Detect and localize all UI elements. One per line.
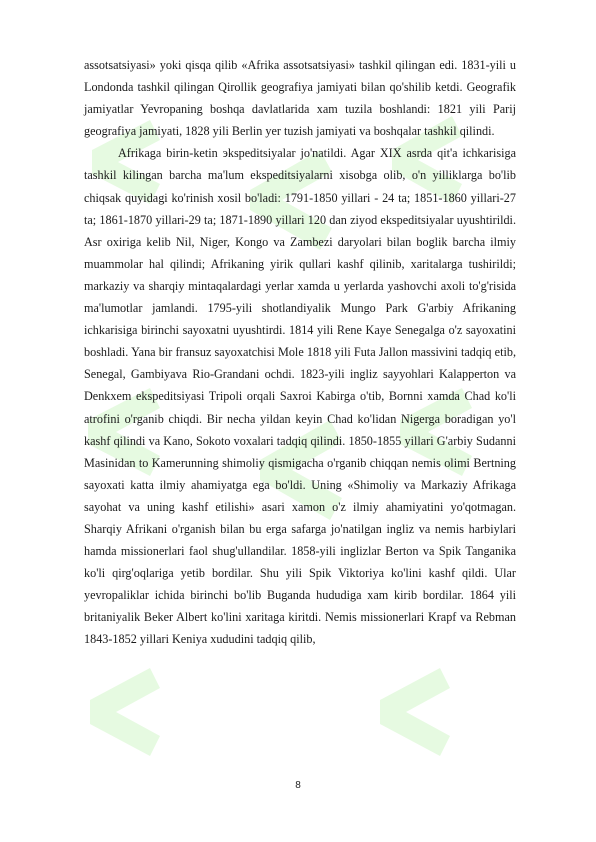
page-number: 8: [295, 780, 301, 791]
paragraph-2: Afrikaga birin-ketin эkspeditsiyalar jo'natildi. Agar XIX asrda qit'a ichkarisiga tashkil kilingan barcha ma'lum ekspeditsiyalarni xisobga olib, o'n yilliklarga bo'lib chiqsak quyidagi ko'rinish xosil bo'ladi: 1791-1850 yillari - 24 ta; 1851-1860 yillari-27 ta; 1861-1870 yillari-29 ta; 1871-1890 yillari 120 dan ziyod ekspeditsiyalar uyushtirildi. Asr oxiriga kelib Nil, Niger, Kongo va Zambezi daryolari bilan boglik barcha ilmiy muammolar hal qilindi; Afrikaning yirik qullari kashf qilinib, xaritalarga tushirildi; markaziy va sharqiy mintaqalardagi yerlar xamda u yerlarda yashovchi axoli to'g'risida ma'lumotlar jamlandi. 1795-yili shotlandiyalik Mungo Park G'arbiy Afrikaning ichkarisiga birinchi sayoxatni uyushtirdi. 1814 yili Rene Kaye Senegalga o'z sayoxatini boshladi. Yana bir fransuz sayoxatchisi Mole 1818 yili Futa Jallon massivini tadqiq etib, Senegal, Gambiyava Rio-Grandani ochdi. 1823-yili ingliz sayyohlari Kalapperton va Denkxem ekspeditsiyasi Tripoli orqali Saxroi Kabirga o'tib, Bornni xamda Chad ko'li atrofini o'rganib chiqdi. Bir necha yildan keyin Chad ko'lidan Nigerga boradigan yo'l kashf qilindi va Kano, Sokoto voxalari tadqiq qilindi. 1850-1855 yillari G'arbiy Sudanni Masinidan to Kamerunning shimoliy qismigacha o'rganib chiqqan nemis olimi Bertning sayoxati katta ilmiy ahamiyatga ega bo'ldi. Uning «Shimoliy va Markaziy Afrikaga sayohat va uning kashf etilishi» asari xamon o'z ilmiy ahamiyatini yo'qotmagan. Sharqiy Afrikani o'rganish bilan bu erga safarga jo'natilgan ingliz va nemis harbiylari hamda missionerlari faol shug'ullandilar. 1858-yili inglizlar Berton va Spik Tanganika ko'li qirg'oqlariga yetib bordilar. Shu yili Spik Viktoriya ko'lini kashf qildi. Ular yevropaliklar ichida birinchi bo'lib Buganda hududiga xam kirib bordilar. 1864 yili britaniyalik Beker Albert ko'lini xaritaga kiritdi. Nemis missionerlari Krapf va Rebman 1843-1852 yillari Keniya xududini tadqiq qilib,: [84, 146, 516, 647]
document-body: [84, 54, 516, 651]
watermark-arrow-7: [90, 668, 160, 756]
watermark-arrow-8: [380, 668, 450, 756]
paragraph-1: assotsatsiyasi» yoki qisqa qilib «Afrika assotsatsiyasi» tashkil qilingan edi. 1831-yili u Londonda tashkil qilingan Qirollik geografiya jamiyati bilan qo'shilib ketdi. Geografik jamiyatlar Yevropaning boshqa davlatlarida xam tuzila boshlandi: 1821 yili Parij geografiya jamiyati, 1828 yili Berlin yer tuzish jamiyati va boshqalar tashkil qilindi.: [84, 58, 516, 139]
